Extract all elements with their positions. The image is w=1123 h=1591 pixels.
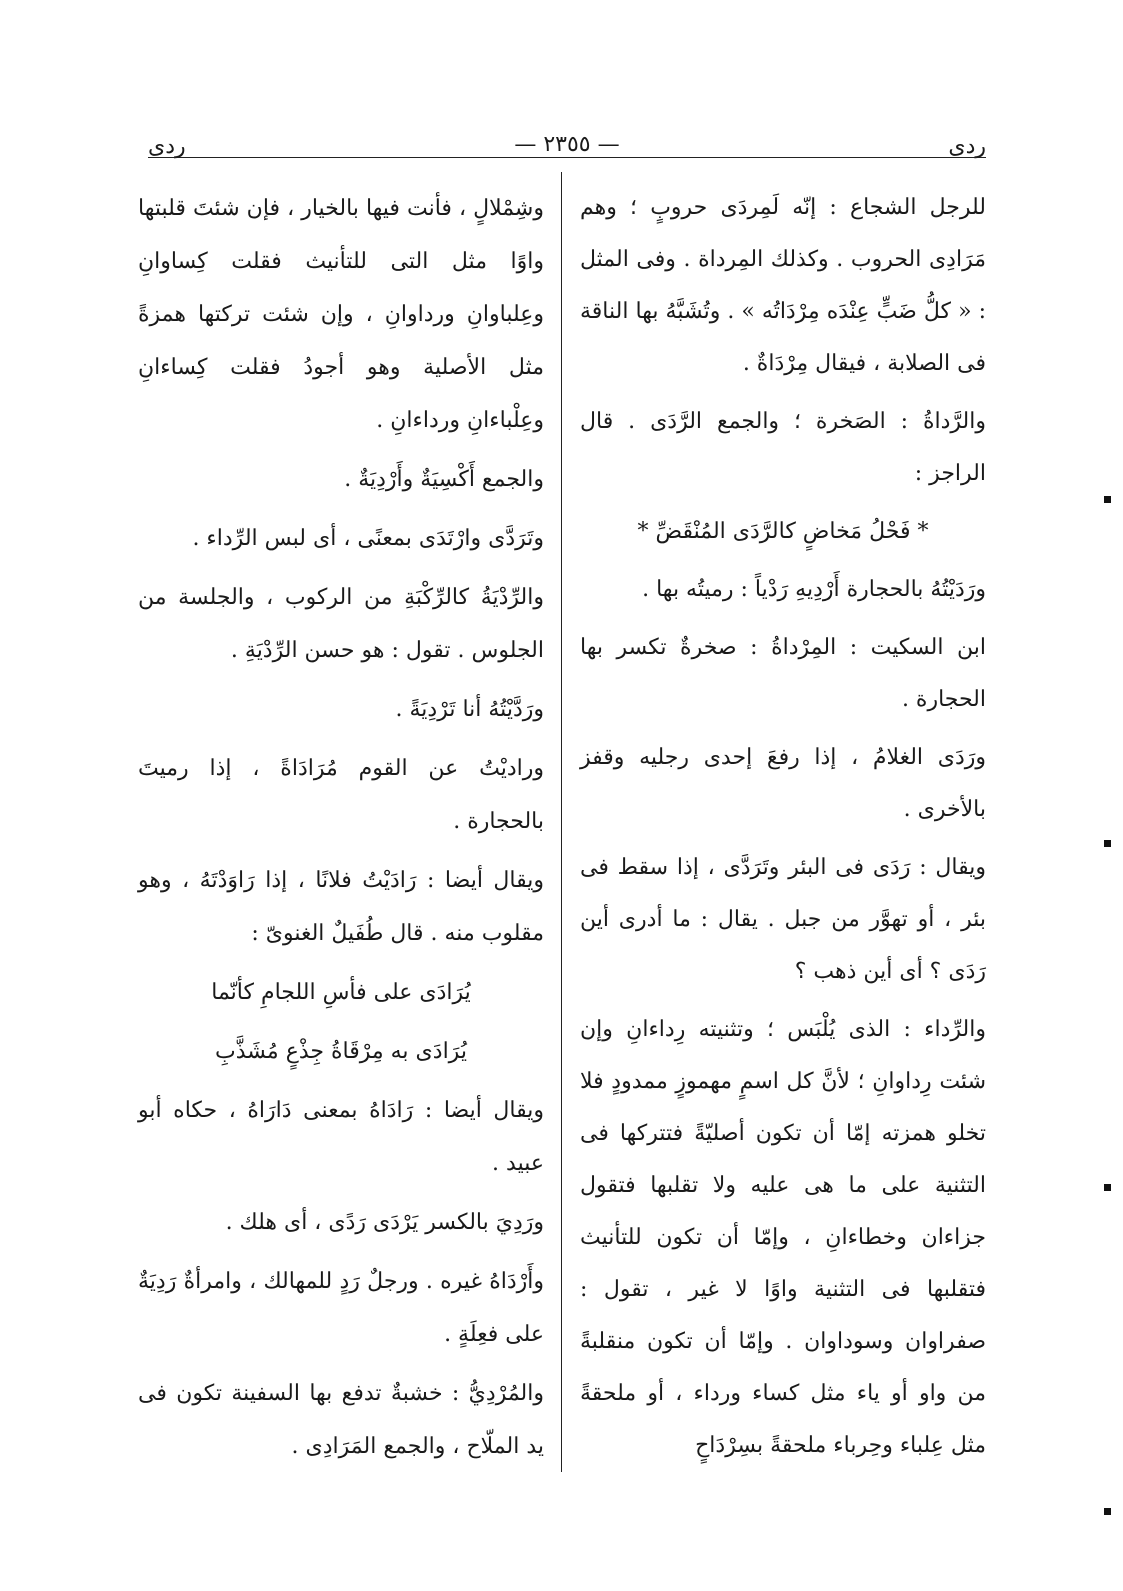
verse-line: يُرَادَى على فأسِ اللجامِ كأنّما [211, 980, 471, 1005]
paragraph: ويقال أيضا : رَادَاهُ بمعنى دَارَاهُ ، حكاه أبو عبيد . [138, 1098, 544, 1176]
paragraph: وراديْتُ عن القوم مُرَادَاةً ، إذا رميتَ بالحجارة . [138, 756, 544, 834]
page-header [148, 128, 986, 164]
paragraph: والرِّدْيَةُ كالرِّكْبَةِ من الركوب ، والجلسة من الجلوس . تقول : هو حسن الرِّدْيَةِ . [138, 585, 544, 663]
paragraph: ورَدَّيْتُهُ أنا تَرْدِيَةً . [395, 697, 544, 722]
paragraph: ورَدَى الغلامُ ، إذا رفعَ إحدى رجليه وقفز بالأخرى . [580, 745, 986, 822]
paragraph: والجمع أَكْسِيَةٌ وأَرْدِيَةٌ . [344, 467, 544, 492]
header-rule [148, 157, 986, 158]
margin-mark [1104, 1508, 1111, 1515]
paragraph: والرِّداء : الذى يُلْبَس ؛ وتثنيته رِداءانِ وإن شئت رِداوانِ ؛ لأنَّ كل اسمٍ مهموزٍ ممدودٍ فلا تخلو همزته إمّا أن تكون أصليّةً فتتركها فى التثنية على ما هى عليه ولا تقلبها فتقول جزاءان وخطاءانِ ، وإمّا أن تكون للتأنيث فتقلبها فى التثنية واوًا لا غير ، تقول : صفراوان وسوداوان . وإمّا أن تكون منقلبةً من واو أو ياء مثل كساء ورداء ، أو ملحقةً مثل عِلباء وحِرباء ملحقةً بسِرْدَاحٍ [580, 1017, 986, 1458]
paragraph: ابن السكيت : المِرْداةُ : صخرةٌ تكسر بها الحجارة . [580, 635, 986, 712]
right-column [580, 182, 986, 1478]
running-head-right: ردى [948, 134, 986, 159]
column-divider [561, 172, 562, 1472]
paragraph: والرَّداةُ : الصَخرة ؛ والجمع الرَّدَى . قال الراجز : [580, 409, 986, 486]
paragraph: ويقال : رَدَى فى البئر وتَرَدَّى ، إذا سقط فى بئر ، أو تهوَّر من جبل . يقال : ما أدرى أين رَدَى ؟ أى أين ذهب ؟ [580, 855, 986, 984]
paragraph: وشِمْلالٍ ، فأنت فيها بالخيار ، فإن شئتَ قلبتها واوًا مثل التى للتأنيث فقلت كِساوانِ وعِلباوانِ ورداوانِ ، وإن شئت تركتها همزةً مثل الأصلية وهو أجودُ فقلت كِساءانِ وعِلْباءانِ ورداءانِ . [138, 196, 544, 433]
verse-line: يُرَادَى به مِرْقَاةُ جِذْعٍ مُشَذَّبِ [215, 1039, 467, 1064]
margin-mark [1104, 1184, 1111, 1191]
paragraph: ورَدِيَ بالكسر يَرْدَى رَدًى ، أى هلك . [225, 1210, 544, 1235]
running-head-left: ردى [148, 134, 186, 159]
paragraph: والمُرْدِيُّ : خشبةٌ تدفع بها السفينة تكون فى يد الملّاح ، والجمع المَرَادِى . [138, 1381, 544, 1459]
paragraph: ورَدَيْتُهُ بالحجارة أَرْدِيهِ رَدْياً : رميتُه بها . [642, 577, 986, 602]
paragraph: وتَرَدَّى وارْتَدَى بمعنًى ، أى لبس الرِّداء . [192, 526, 544, 551]
margin-mark [1104, 496, 1111, 503]
page-number: — ٢٣٥٥ — [514, 132, 620, 157]
margin-mark [1104, 840, 1111, 847]
paragraph: وأَرْدَاهُ غيره . ورجلٌ رَدٍ للمهالك ، وامرأةٌ رَدِيَةٌ على فعِلَةٍ . [138, 1269, 544, 1347]
left-column [138, 182, 544, 1479]
paragraph: ويقال أيضا : رَادَيْتُ فلانًا ، إذا رَاوَدْتَهُ ، وهو مقلوب منه . قال طُفَيلٌ الغنوىّ : [138, 868, 544, 946]
verse-line: * فَحْلُ مَخاضٍ كالرَّدَى المُنْقَضِّ * [637, 519, 929, 544]
paragraph: للرجل الشجاع : إنّه لَمِردَى حروبٍ ؛ وهم مَرَادِى الحروب . وكذلك المِرداة . وفى المثل : « كلُّ ضَبٍّ عِنْدَه مِرْدَاتُه » . وتُشَبَّهُ بها الناقة فى الصلابة ، فيقال مِرْدَاةٌ . [580, 195, 986, 376]
